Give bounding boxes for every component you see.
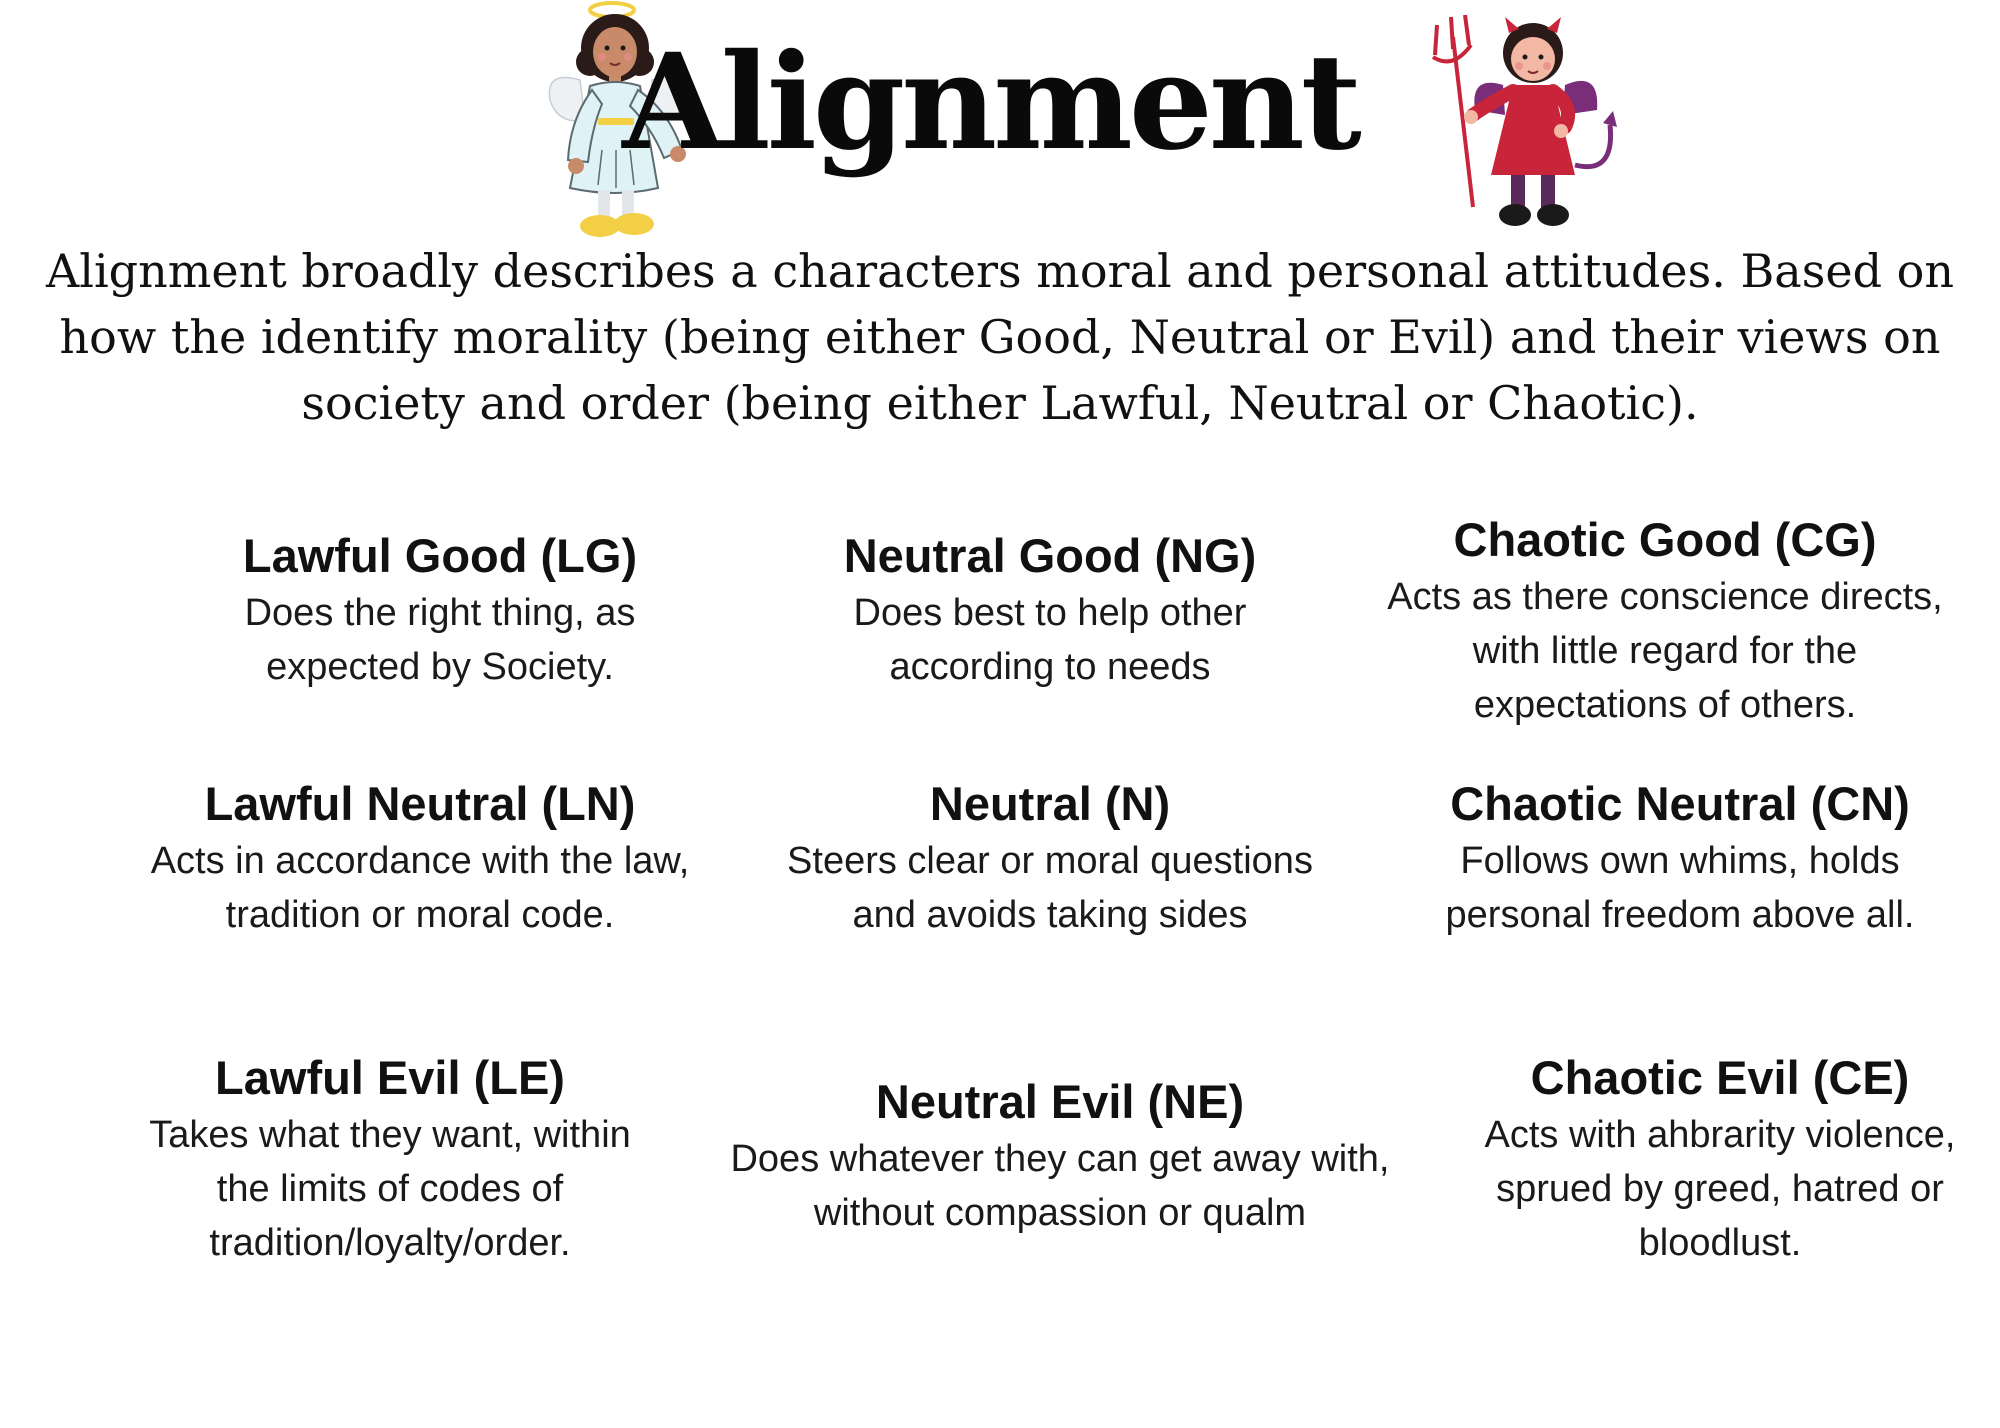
alignment-title: Chaotic Evil (CE) — [1530, 1051, 1910, 1104]
devil-icon — [1415, 15, 1625, 235]
page-title: Alignment — [622, 25, 1358, 180]
alignment-description: Acts as there conscience directs, with little regard for the expectations of others. — [1387, 576, 1943, 726]
alignment-title: Chaotic Good (CG) — [1453, 513, 1877, 566]
alignment-title: Neutral Evil (NE) — [875, 1075, 1245, 1128]
alignment-title: Lawful Evil (LE) — [215, 1051, 565, 1104]
alignment-lawful-good — [200, 526, 680, 694]
alignment-neutral — [760, 774, 1340, 942]
alignment-title: Lawful Neutral (LN) — [204, 777, 636, 830]
alignment-chaotic-neutral — [1400, 774, 1960, 942]
alignment-neutral-evil — [700, 1072, 1420, 1240]
alignment-title: Chaotic Neutral (CN) — [1450, 777, 1910, 830]
alignment-title: Neutral Good (NG) — [843, 529, 1257, 582]
alignment-description: Acts in accordance with the law, tradition or moral code. — [150, 840, 690, 936]
alignment-description: Does the right thing, as expected by Society. — [244, 592, 636, 688]
alignment-lawful-evil — [120, 1048, 660, 1270]
alignment-title: Lawful Good (LG) — [242, 529, 638, 582]
alignment-description: Acts with ahbrarity violence, sprued by greed, hatred or bloodlust. — [1484, 1114, 1956, 1264]
alignment-description: Takes what they want, within the limits of codes of tradition/loyalty/order. — [149, 1114, 631, 1264]
alignment-description: Does best to help other according to needs — [853, 592, 1247, 688]
alignment-description: Follows own whims, holds personal freedom above all. — [1445, 840, 1915, 936]
alignment-chaotic-good — [1365, 510, 1965, 732]
alignment-chaotic-evil — [1450, 1048, 1990, 1270]
alignment-neutral-good — [810, 526, 1290, 694]
alignment-title: Neutral (N) — [929, 777, 1171, 830]
intro-text: Alignment broadly describes a characters moral and personal attitudes. Based on how the identify morality (being either Good, Neutral or Evil) and their views on society and order (being either Lawful, Neutral or Chaotic). — [46, 244, 1954, 430]
alignment-lawful-neutral — [130, 774, 710, 942]
alignment-description: Steers clear or moral questions and avoids taking sides — [787, 840, 1313, 936]
alignment-description: Does whatever they can get away with, without compassion or qualm — [730, 1138, 1390, 1234]
